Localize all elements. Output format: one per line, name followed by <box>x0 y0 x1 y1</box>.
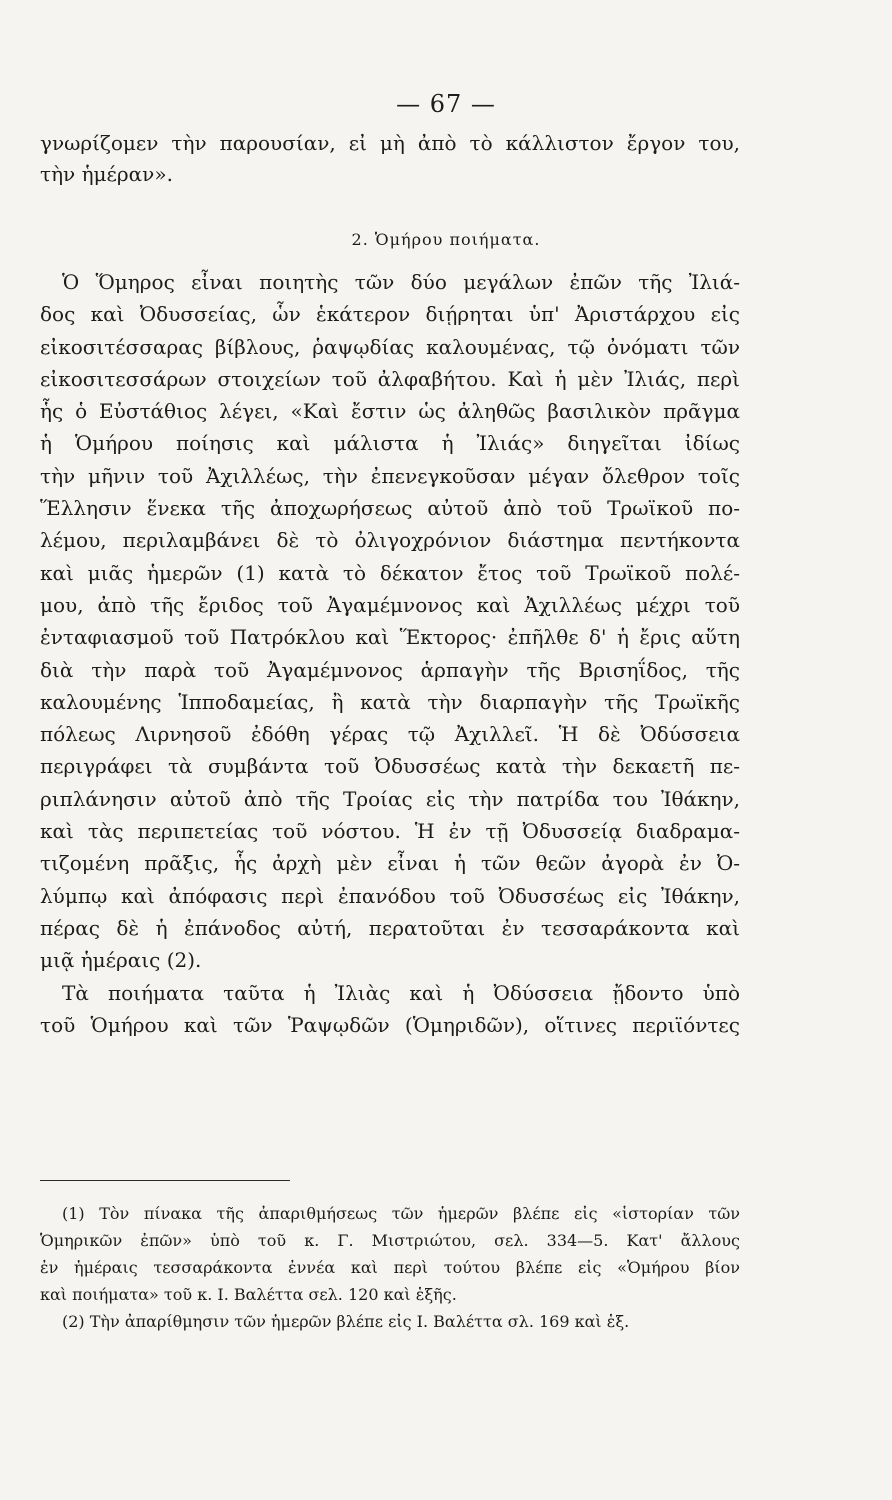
footnote-line: καὶ ποιήματα» τοῦ κ. Ι. Βαλέττα σελ. 120 καὶ ἑξῆς. <box>40 1285 457 1304</box>
footnote-line: (1) Τὸν πίνακα τῆς ἀπαριθμήσεως τῶν ἡμερῶν βλέπε εἰς «ἱστορίαν τῶν <box>62 1204 740 1223</box>
text-line: ἐνταφιασμοῦ τοῦ Πατρόκλου καὶ Ἕκτορος· ἐπῆλθε δ' ἡ ἔρις αὕτη <box>40 625 740 650</box>
text-line: γνωρίζομεν τὴν παρουσίαν, εἰ μὴ ἀπὸ τὸ κάλλιστον ἔργον του, <box>40 131 740 155</box>
text-line: ριπλάνησιν αὐτοῦ ἀπὸ τῆς Τροίας εἰς τὴν πατρίδα του Ἰθάκην, <box>40 786 740 811</box>
text-line: τὴν μῆνιν τοῦ Ἀχιλλέως, τὴν ἐπενεγκοῦσαν μέγαν ὄλεθρον τοῖς <box>40 463 740 488</box>
text-line: πόλεως Λιρνησοῦ ἐδόθη γέρας τῷ Ἀχιλλεῖ. Ἡ δὲ Ὀδύσσεια <box>40 722 740 747</box>
text-line: Ἕλλησιν ἕνεκα τῆς ἀποχωρήσεως αὐτοῦ ἀπὸ τοῦ Τρωϊκοῦ πο- <box>40 496 740 521</box>
opening-paragraph <box>40 128 740 190</box>
text-line: μιᾷ ἡμέραις (2). <box>40 948 202 973</box>
text-line: μου, ἀπὸ τῆς ἔριδος τοῦ Ἀγαμέμνονος καὶ Ἀχιλλέως μέχρι τοῦ <box>40 592 740 617</box>
footnote-line: ἐν ἡμέραις τεσσαράκοντα ἐννέα καὶ περὶ τούτου βλέπε εἰς «Ὁμήρου βίον <box>40 1258 740 1277</box>
text-line: λύμπῳ καὶ ἀπόφασις περὶ ἐπανόδου τοῦ Ὀδυσσέως εἰς Ἰθάκην, <box>40 883 740 908</box>
page-number: — 67 — <box>396 90 496 118</box>
text-line: καλουμένης Ἱπποδαμείας, ἢ κατὰ τὴν διαρπαγὴν τῆς Τρωϊκῆς <box>40 689 740 714</box>
text-line: καὶ μιᾶς ἡμερῶν (1) κατὰ τὸ δέκατον ἔτος τοῦ Τρωϊκοῦ πολέ- <box>40 560 740 585</box>
text-line: Ὁ Ὅμηρος εἶναι ποιητὴς τῶν δύο μεγάλων ἐπῶν τῆς Ἰλιά- <box>62 270 740 294</box>
footnote-line: (2) Τὴν ἀπαρίθμησιν τῶν ἡμερῶν βλέπε εἰς Ι. Βαλέττα σλ. 169 καὶ ἑξ. <box>62 1312 630 1331</box>
text-line: εἰκοσιτεσσάρων στοιχείων τοῦ ἀλφαβήτου. Καὶ ἡ μὲν Ἰλιάς, περὶ <box>40 366 740 391</box>
footnote-divider <box>40 1180 290 1181</box>
text-line: ἧς ὁ Εὐστάθιος λέγει, «Καὶ ἔστιν ὡς ἀληθῶς βασιλικὸν πρᾶγμα <box>40 399 740 424</box>
footnote-line: Ὁμηρικῶν ἐπῶν» ὑπὸ τοῦ κ. Γ. Μιστριώτου, σελ. 334—5. Κατ' ἄλλους <box>40 1231 740 1250</box>
text-line: τὴν ἡμέραν». <box>40 162 173 186</box>
text-line: τοῦ Ὁμήρου καὶ τῶν Ῥαψῳδῶν (Ὁμηριδῶν), οἵτινες περιϊόντες <box>40 1012 740 1037</box>
text-line: περιγράφει τὰ συμβάντα τοῦ Ὀδυσσέως κατὰ τὴν δεκαετῆ πε- <box>40 754 740 779</box>
body-text <box>40 266 740 1041</box>
text-line: λέμου, περιλαμβάνει δὲ τὸ ὀλιγοχρόνιον διάστημα πεντήκοντα <box>40 528 740 553</box>
footnotes <box>40 1200 740 1335</box>
text-line: πέρας δὲ ἡ ἐπάνοδος αὐτή, περατοῦται ἐν τεσσαράκοντα καὶ <box>40 915 740 940</box>
text-line: εἰκοσιτέσσαρας βίβλους, ῥαψῳδίας καλουμένας, τῷ ὀνόματι τῶν <box>40 334 740 359</box>
text-line: καὶ τὰς περιπετείας τοῦ νόστου. Ἡ ἐν τῇ Ὀδυσσείᾳ διαδραμα- <box>40 819 740 844</box>
section-heading: 2. Ὁμήρου ποιήματα. <box>351 230 541 249</box>
text-line: Τὰ ποιήματα ταῦτα ἡ Ἰλιὰς καὶ ἡ Ὀδύσσεια ᾔδοντο ὑπὸ <box>62 980 740 1005</box>
text-line: δος καὶ Ὀδυσσείας, ὧν ἑκάτερον διῄρηται ὑπ' Ἀριστάρχου εἰς <box>40 302 740 327</box>
text-line: ἡ Ὁμήρου ποίησις καὶ μάλιστα ἡ Ἰλιάς» διηγεῖται ἰδίως <box>40 431 740 456</box>
text-line: τιζομένη πρᾶξις, ἧς ἀρχὴ μὲν εἶναι ἡ τῶν θεῶν ἀγορὰ ἐν Ὀ- <box>40 851 740 876</box>
text-line: διὰ τὴν παρὰ τοῦ Ἀγαμέμνονος ἁρπαγὴν τῆς Βρισηΐδος, τῆς <box>40 657 740 682</box>
